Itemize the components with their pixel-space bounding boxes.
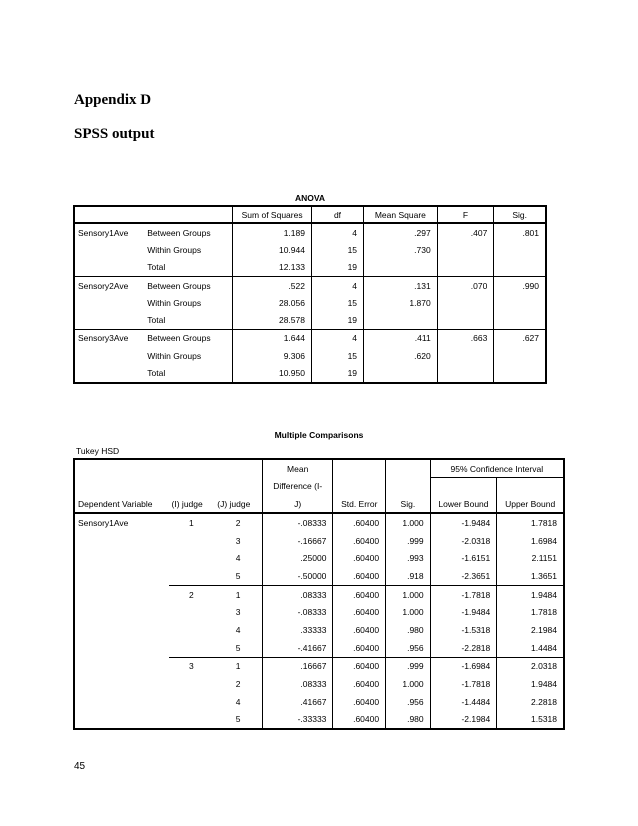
mc-upper-bound: 2.1984 xyxy=(497,621,564,639)
mc-sig: .956 xyxy=(386,693,431,711)
mc-col-sig: Sig. xyxy=(386,459,431,513)
anova-sum-of-squares: 28.578 xyxy=(233,311,312,329)
anova-sig xyxy=(494,294,546,311)
anova-mean-square xyxy=(364,311,438,329)
mc-col-mean-diff-1: Mean xyxy=(262,459,332,478)
anova-title: ANOVA xyxy=(294,193,326,203)
mc-sig: .956 xyxy=(386,639,431,657)
anova-f xyxy=(437,241,494,258)
anova-variable: Sensory1Ave xyxy=(78,227,129,238)
mc-std-error: .60400 xyxy=(333,693,386,711)
mc-j-judge: 1 xyxy=(214,585,262,603)
anova-f: .070 xyxy=(437,276,494,294)
anova-df: 19 xyxy=(311,364,363,382)
section-subtitle: SPSS output xyxy=(74,126,155,142)
table-row xyxy=(74,567,564,585)
multiple-comparisons-table xyxy=(73,458,565,730)
mc-lower-bound: -1.6151 xyxy=(430,549,497,567)
mc-j-judge: 3 xyxy=(235,535,241,546)
mc-col-upper: Upper Bound xyxy=(497,495,564,513)
mc-j-judge: 4 xyxy=(235,696,241,707)
table-row xyxy=(74,532,564,550)
mc-upper-bound: 1.5318 xyxy=(497,711,564,730)
anova-mean-square: .131 xyxy=(364,276,438,294)
mc-std-error: .60400 xyxy=(333,549,386,567)
mc-dependent-variable xyxy=(74,549,169,567)
mc-i-judge xyxy=(169,639,215,657)
mc-sig: .980 xyxy=(386,711,431,730)
mc-upper-bound: 2.2818 xyxy=(497,693,564,711)
anova-variable: Sensory2Ave xyxy=(74,276,144,294)
mc-mean-difference: .08333 xyxy=(262,585,332,603)
mc-std-error: .60400 xyxy=(333,513,386,532)
mc-std-error: .60400 xyxy=(333,675,386,693)
anova-sum-of-squares: .522 xyxy=(233,276,312,294)
anova-df: 19 xyxy=(311,311,363,329)
anova-sum-of-squares: 1.189 xyxy=(233,223,312,241)
mc-std-error: .60400 xyxy=(333,621,386,639)
anova-col-f: F xyxy=(437,206,494,223)
mc-sig: 1.000 xyxy=(386,675,431,693)
anova-row xyxy=(74,223,546,241)
mc-i-judge: 2 xyxy=(169,585,215,603)
mc-lower-bound: -1.9484 xyxy=(430,603,497,621)
anova-sig xyxy=(494,311,546,329)
mc-lower-bound: -2.1984 xyxy=(430,711,497,730)
mc-sig: 1.000 xyxy=(386,585,431,603)
mc-lower-bound: -1.7818 xyxy=(430,675,497,693)
mc-j-judge: 5 xyxy=(235,570,241,581)
anova-variable xyxy=(74,241,144,258)
mc-mean-difference: -.41667 xyxy=(262,639,332,657)
mc-ci-spacer xyxy=(497,478,564,496)
table-row xyxy=(74,603,564,621)
anova-sig xyxy=(494,364,546,382)
anova-row xyxy=(74,294,546,311)
mc-col-lower: Lower Bound xyxy=(430,495,497,513)
mc-upper-bound: 2.0318 xyxy=(497,657,564,675)
mc-mean-difference: -.16667 xyxy=(262,532,332,550)
mc-dependent-variable xyxy=(74,657,169,675)
mc-col-std-error: Std. Error xyxy=(333,459,386,513)
anova-sum-of-squares: 10.944 xyxy=(233,241,312,258)
mc-col-mean-diff-3: J) xyxy=(262,495,332,513)
anova-f xyxy=(437,347,494,364)
tukey-method-label: Tukey HSD xyxy=(76,446,120,456)
mc-j-judge: 1 xyxy=(214,657,262,675)
table-row xyxy=(74,513,564,532)
anova-sig: .627 xyxy=(494,329,546,347)
anova-source: Within Groups xyxy=(147,350,202,361)
mc-sig: .993 xyxy=(386,549,431,567)
mc-dependent-variable xyxy=(74,711,169,730)
mc-i-judge xyxy=(169,603,215,621)
anova-sig: .990 xyxy=(494,276,546,294)
anova-df: 15 xyxy=(311,347,363,364)
table-row xyxy=(74,657,564,675)
anova-sig xyxy=(494,347,546,364)
anova-variable: Sensory3Ave xyxy=(74,329,144,347)
anova-mean-square: .411 xyxy=(364,329,438,347)
table-row xyxy=(74,639,564,657)
mc-dependent-variable xyxy=(74,675,169,693)
table-row xyxy=(74,585,564,603)
mc-mean-difference: -.50000 xyxy=(262,567,332,585)
anova-row xyxy=(74,276,546,294)
anova-sig xyxy=(494,259,546,277)
mc-mean-difference: .41667 xyxy=(262,693,332,711)
multiple-comparisons-title: Multiple Comparisons xyxy=(274,430,364,440)
mc-col-j-judge: (J) judge xyxy=(214,459,262,513)
mc-j-judge: 5 xyxy=(235,642,241,653)
mc-upper-bound: 1.3651 xyxy=(497,567,564,585)
mc-upper-bound: 1.7818 xyxy=(497,603,564,621)
mc-std-error: .60400 xyxy=(333,657,386,675)
anova-table xyxy=(73,205,547,384)
anova-variable xyxy=(74,347,144,364)
anova-df: 4 xyxy=(311,223,363,241)
mc-mean-difference: .33333 xyxy=(262,621,332,639)
anova-mean-square xyxy=(364,259,438,277)
anova-source: Within Groups xyxy=(147,297,202,308)
anova-sig: .801 xyxy=(494,223,546,241)
anova-source: Within Groups xyxy=(147,244,202,255)
mc-upper-bound: 1.4484 xyxy=(497,639,564,657)
mc-dependent-variable xyxy=(74,567,169,585)
mc-i-judge: 1 xyxy=(189,517,194,528)
anova-sum-of-squares: 28.056 xyxy=(233,294,312,311)
mc-std-error: .60400 xyxy=(333,585,386,603)
mc-dependent-variable: Sensory1Ave xyxy=(78,517,129,528)
anova-variable xyxy=(74,364,144,382)
mc-lower-bound: -1.9484 xyxy=(430,513,497,532)
mc-upper-bound: 1.7818 xyxy=(497,513,564,532)
mc-upper-bound: 1.9484 xyxy=(497,675,564,693)
mc-sig: 1.000 xyxy=(386,513,431,532)
mc-lower-bound: -2.2818 xyxy=(430,639,497,657)
anova-row xyxy=(74,311,546,329)
anova-df: 15 xyxy=(311,241,363,258)
anova-df: 4 xyxy=(311,329,363,347)
mc-dependent-variable xyxy=(74,603,169,621)
mc-std-error: .60400 xyxy=(333,711,386,730)
mc-mean-difference: .08333 xyxy=(262,675,332,693)
anova-mean-square: .730 xyxy=(364,241,438,258)
anova-source: Total xyxy=(147,315,166,326)
mc-col-dependent: Dependent Variable xyxy=(74,459,169,513)
anova-source: Between Groups xyxy=(144,329,233,347)
anova-mean-square: .297 xyxy=(364,223,438,241)
mc-std-error: .60400 xyxy=(333,603,386,621)
anova-source: Total xyxy=(147,368,166,379)
mc-j-judge: 2 xyxy=(235,517,241,528)
mc-sig: .980 xyxy=(386,621,431,639)
mc-sig: .918 xyxy=(386,567,431,585)
mc-dependent-variable xyxy=(74,621,169,639)
mc-dependent-variable xyxy=(74,693,169,711)
mc-i-judge xyxy=(169,675,215,693)
anova-mean-square: .620 xyxy=(364,347,438,364)
anova-f xyxy=(437,364,494,382)
anova-f xyxy=(437,294,494,311)
mc-dependent-variable xyxy=(74,532,169,550)
anova-sum-of-squares: 10.950 xyxy=(233,364,312,382)
mc-col-i-judge: (I) judge xyxy=(169,459,215,513)
anova-variable xyxy=(74,259,144,277)
anova-f xyxy=(437,259,494,277)
anova-source: Total xyxy=(147,262,166,273)
mc-mean-difference: -.08333 xyxy=(262,603,332,621)
mc-lower-bound: -1.7818 xyxy=(430,585,497,603)
mc-j-judge: 5 xyxy=(235,714,241,725)
mc-std-error: .60400 xyxy=(333,532,386,550)
anova-source: Between Groups xyxy=(144,276,233,294)
anova-header-blank xyxy=(144,206,233,223)
mc-j-judge: 2 xyxy=(235,679,241,690)
mc-i-judge xyxy=(169,567,215,585)
anova-variable xyxy=(74,311,144,329)
table-row xyxy=(74,675,564,693)
anova-sum-of-squares: 1.644 xyxy=(233,329,312,347)
anova-col-df: df xyxy=(311,206,363,223)
mc-lower-bound: -1.4484 xyxy=(430,693,497,711)
mc-lower-bound: -1.6984 xyxy=(430,657,497,675)
mc-i-judge xyxy=(169,693,215,711)
anova-f xyxy=(437,311,494,329)
table-row xyxy=(74,693,564,711)
page-number: 45 xyxy=(74,761,86,772)
mc-upper-bound: 1.9484 xyxy=(497,585,564,603)
anova-df: 19 xyxy=(311,259,363,277)
anova-sum-of-squares: 9.306 xyxy=(233,347,312,364)
mc-mean-difference: .25000 xyxy=(262,549,332,567)
mc-i-judge xyxy=(169,549,215,567)
mc-upper-bound: 2.1151 xyxy=(497,549,564,567)
anova-row xyxy=(74,329,546,347)
anova-f: .663 xyxy=(437,329,494,347)
mc-dependent-variable xyxy=(74,639,169,657)
mc-lower-bound: -2.0318 xyxy=(430,532,497,550)
anova-mean-square: 1.870 xyxy=(364,294,438,311)
anova-col-ms: Mean Square xyxy=(364,206,438,223)
anova-df: 15 xyxy=(311,294,363,311)
anova-row xyxy=(74,364,546,382)
mc-dependent-variable xyxy=(74,585,169,603)
mc-sig: 1.000 xyxy=(386,603,431,621)
anova-df: 4 xyxy=(311,276,363,294)
anova-f: .407 xyxy=(437,223,494,241)
mc-i-judge: 3 xyxy=(169,657,215,675)
mc-col-mean-diff-2: Difference (I- xyxy=(262,478,332,496)
anova-header-blank xyxy=(74,206,144,223)
mc-mean-difference: -.33333 xyxy=(262,711,332,730)
mc-mean-difference: .16667 xyxy=(262,657,332,675)
mc-i-judge xyxy=(169,711,215,730)
mc-lower-bound: -1.5318 xyxy=(430,621,497,639)
mc-mean-difference: -.08333 xyxy=(262,513,332,532)
anova-col-sig: Sig. xyxy=(494,206,546,223)
anova-row xyxy=(74,241,546,258)
mc-j-judge: 4 xyxy=(235,553,241,564)
mc-std-error: .60400 xyxy=(333,567,386,585)
mc-sig: .999 xyxy=(386,657,431,675)
anova-variable xyxy=(74,294,144,311)
table-row xyxy=(74,549,564,567)
mc-j-judge: 3 xyxy=(235,607,241,618)
mc-i-judge xyxy=(169,621,215,639)
mc-sig: .999 xyxy=(386,532,431,550)
mc-ci-spacer xyxy=(430,478,497,496)
mc-col-ci: 95% Confidence Interval xyxy=(430,459,564,478)
anova-sig xyxy=(494,241,546,258)
mc-std-error: .60400 xyxy=(333,639,386,657)
anova-mean-square xyxy=(364,364,438,382)
appendix-heading: Appendix D xyxy=(74,92,152,108)
anova-source: Between Groups xyxy=(147,227,211,238)
mc-j-judge: 4 xyxy=(235,624,241,635)
table-row xyxy=(74,621,564,639)
anova-row xyxy=(74,347,546,364)
mc-upper-bound: 1.6984 xyxy=(497,532,564,550)
mc-i-judge xyxy=(169,532,215,550)
anova-row xyxy=(74,259,546,277)
anova-sum-of-squares: 12.133 xyxy=(233,259,312,277)
anova-col-ss: Sum of Squares xyxy=(233,206,312,223)
table-row xyxy=(74,711,564,730)
mc-lower-bound: -2.3651 xyxy=(430,567,497,585)
